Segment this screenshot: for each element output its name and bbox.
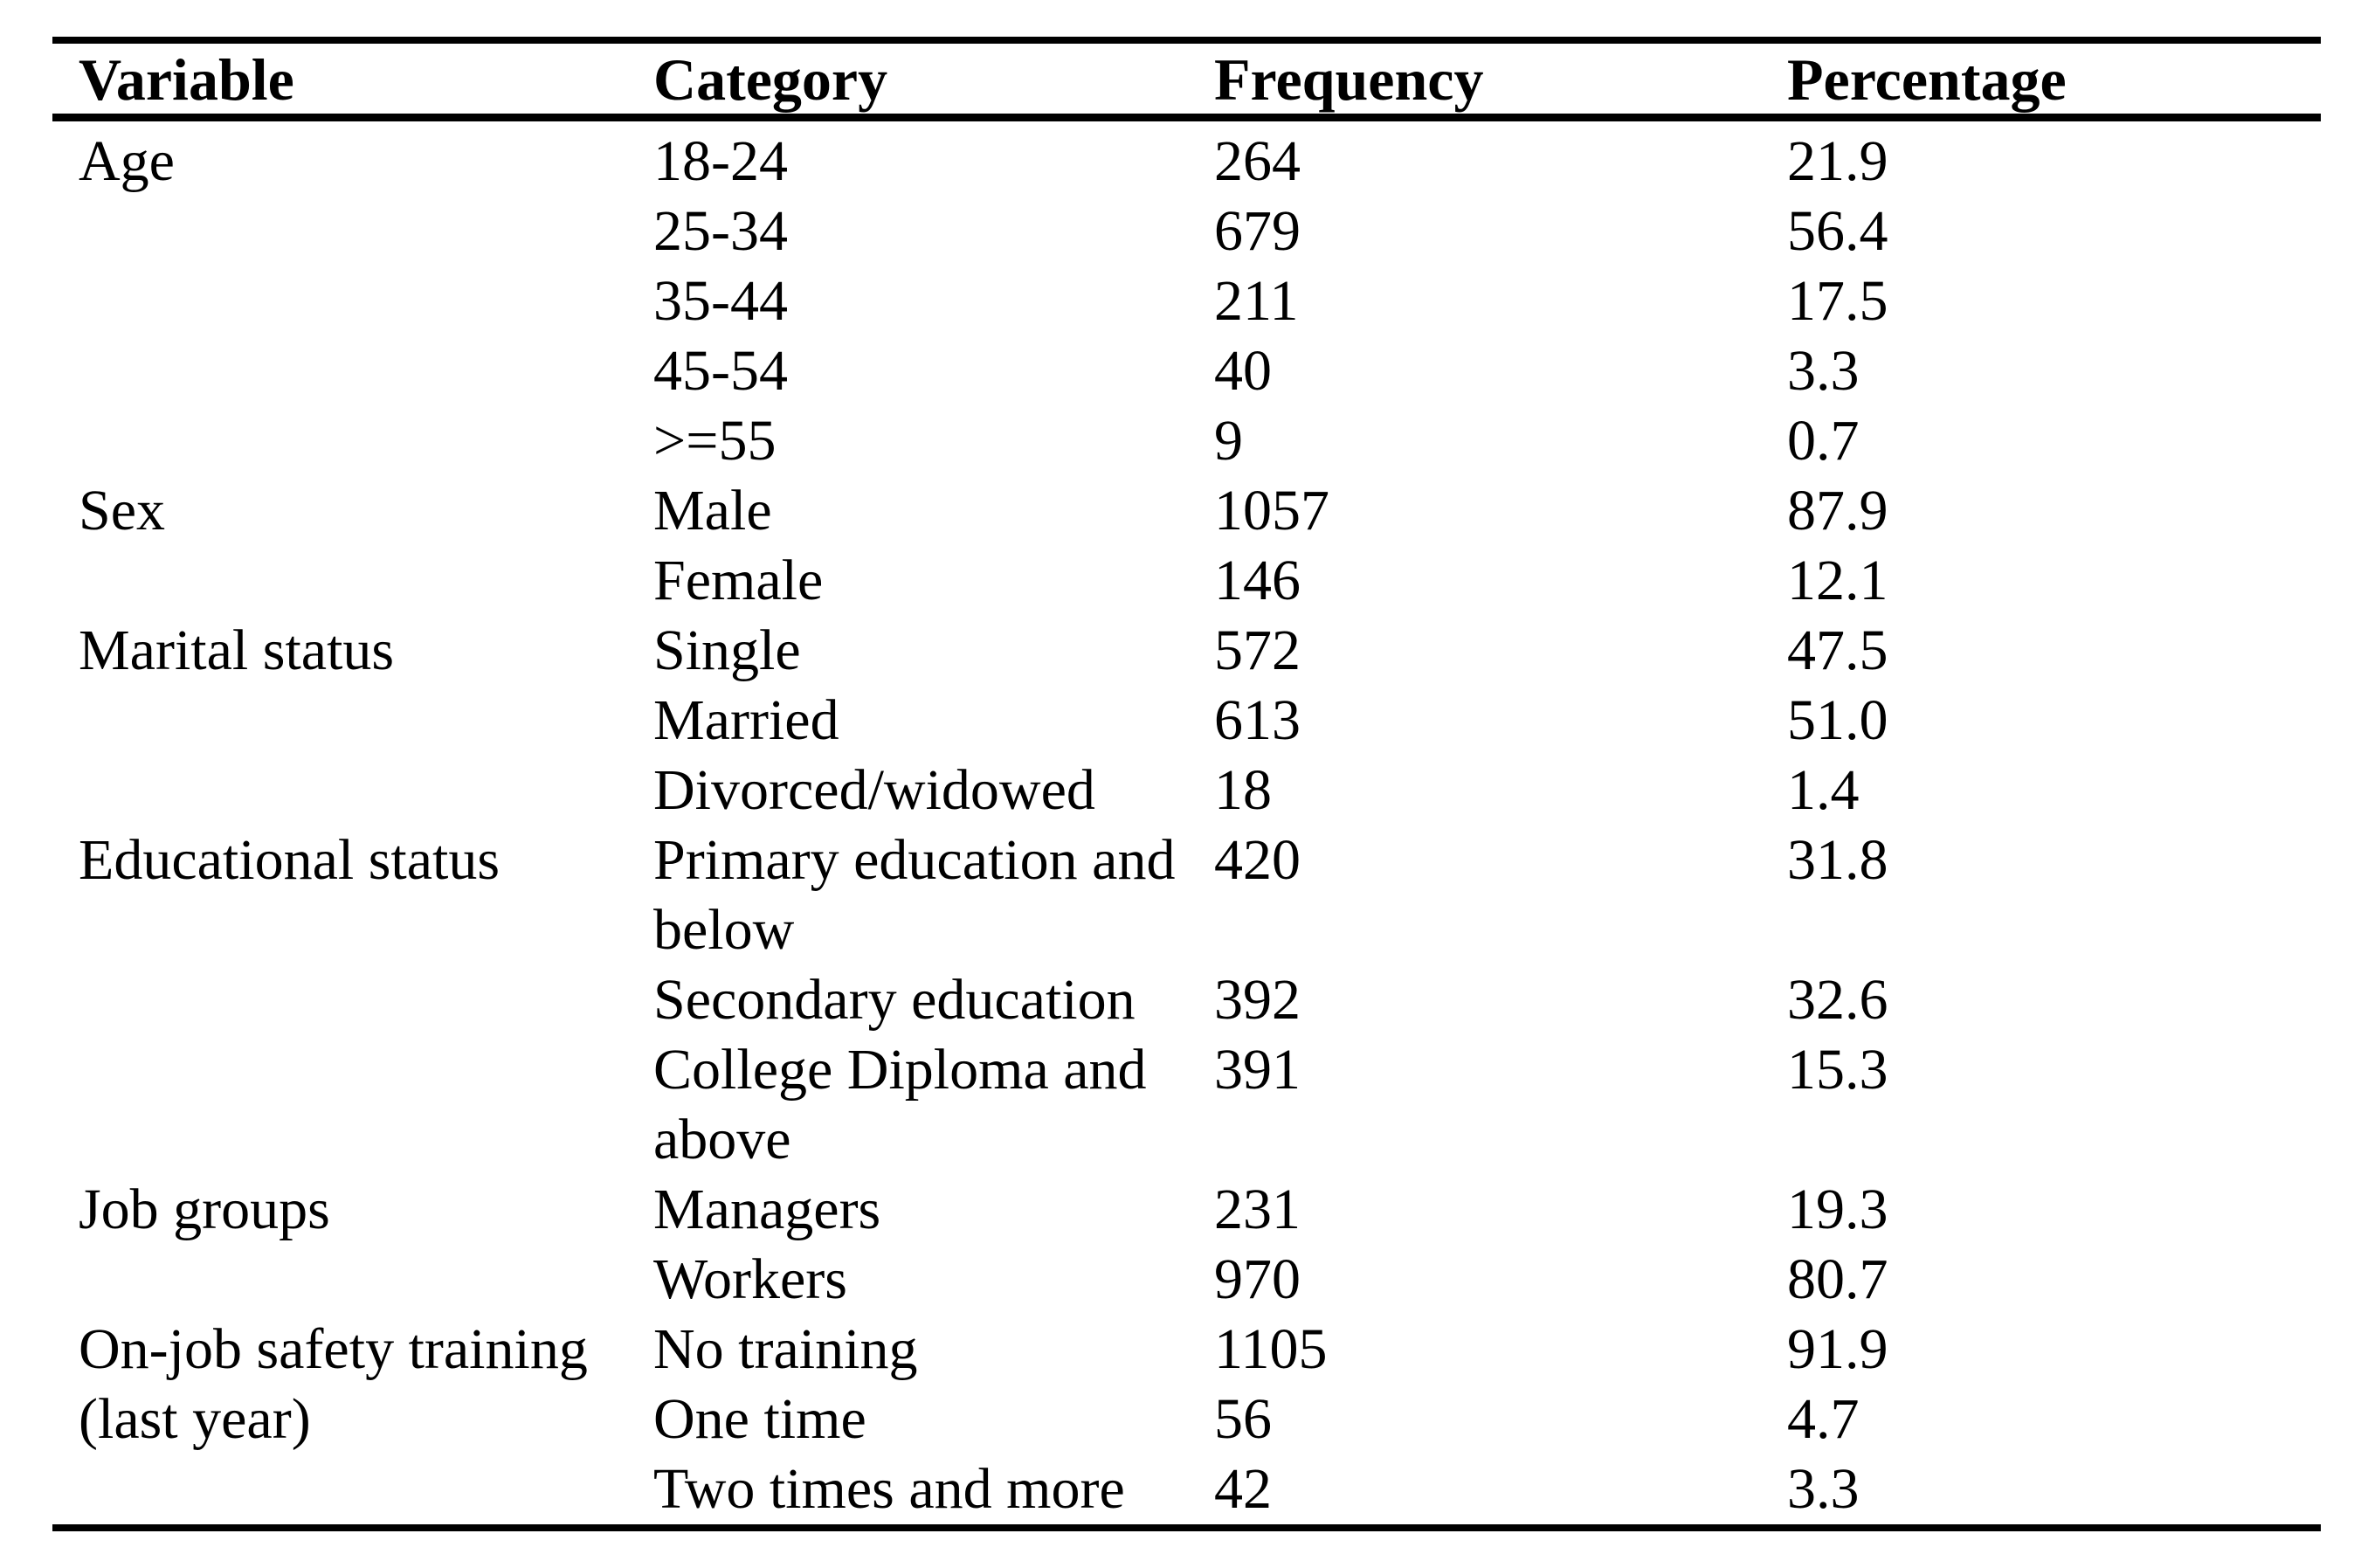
category-cell: >=55 (653, 409, 777, 473)
percentage-cell: 3.3 (1787, 339, 1860, 403)
frequency-cell: 970 (1214, 1247, 1301, 1311)
percentage-cell: 51.0 (1787, 688, 1888, 752)
category-cell: Primary education and below (653, 828, 1176, 962)
frequency-cell: 9 (1214, 409, 1243, 473)
category-cell: Divorced/widowed (653, 758, 1095, 822)
frequency-cell: 231 (1214, 1178, 1301, 1241)
frequency-cell: 211 (1214, 269, 1299, 333)
frequency-cell: 56 (1214, 1387, 1272, 1451)
variable-cell: Age (79, 129, 175, 193)
percentage-cell: 15.3 (1787, 1038, 1888, 1102)
category-cell: Female (653, 549, 824, 612)
table-row (52, 825, 2321, 965)
frequency-cell: 146 (1214, 549, 1301, 612)
category-cell: Secondary education (653, 968, 1136, 1032)
frequency-cell: 1105 (1214, 1317, 1328, 1381)
percentage-cell: 31.8 (1787, 828, 1888, 892)
category-column-header: Category (627, 40, 1188, 118)
category-cell: Male (653, 479, 772, 542)
percentage-cell: 17.5 (1787, 269, 1888, 333)
percentage-cell: 56.4 (1787, 199, 1888, 263)
demographics-table-wrap (52, 37, 2321, 1531)
variable-cell: Marital status (79, 618, 395, 682)
category-cell: 45-54 (653, 339, 788, 403)
frequency-cell: 679 (1214, 199, 1301, 263)
category-cell: 18-24 (653, 129, 788, 193)
frequency-cell: 264 (1214, 129, 1301, 193)
percentage-cell: 4.7 (1787, 1387, 1860, 1451)
variable-column-header: Variable (52, 40, 627, 118)
table-header (52, 40, 2321, 118)
table-row (52, 118, 2321, 197)
percentage-cell: 80.7 (1787, 1247, 1888, 1311)
category-cell: Two times and more (653, 1457, 1125, 1521)
percentage-cell: 1.4 (1787, 758, 1860, 822)
percentage-cell: 19.3 (1787, 1178, 1888, 1241)
table-row (52, 616, 2321, 686)
frequency-column-header: Frequency (1188, 40, 1761, 118)
header-row (52, 40, 2321, 118)
table-row (52, 1315, 2321, 1385)
percentage-cell: 21.9 (1787, 129, 1888, 193)
frequency-cell: 18 (1214, 758, 1272, 822)
table-row (52, 1175, 2321, 1245)
variable-cell: Sex (79, 479, 165, 542)
percentage-cell: 91.9 (1787, 1317, 1888, 1381)
category-cell: Single (653, 618, 801, 682)
percentage-cell: 0.7 (1787, 409, 1860, 473)
category-cell: One time (653, 1387, 866, 1451)
category-cell: No training (653, 1317, 918, 1381)
frequency-cell: 572 (1214, 618, 1301, 682)
percentage-cell: 47.5 (1787, 618, 1888, 682)
frequency-cell: 391 (1214, 1038, 1301, 1102)
category-cell: Managers (653, 1178, 881, 1241)
variable-cell: On-job safety training (last year) (79, 1317, 588, 1451)
category-cell: 25-34 (653, 199, 788, 263)
frequency-cell: 613 (1214, 688, 1301, 752)
variable-cell: Educational status (79, 828, 500, 892)
category-cell: 35-44 (653, 269, 788, 333)
percentage-cell: 3.3 (1787, 1457, 1860, 1521)
table-body (52, 118, 2321, 1529)
percentage-column-header: Percentage (1761, 40, 2321, 118)
demographics-table (52, 37, 2321, 1531)
percentage-cell: 87.9 (1787, 479, 1888, 542)
category-cell: College Diploma and above (653, 1038, 1147, 1171)
frequency-cell: 42 (1214, 1457, 1272, 1521)
variable-cell: Job groups (79, 1178, 330, 1241)
frequency-cell: 40 (1214, 339, 1272, 403)
percentage-cell: 12.1 (1787, 549, 1888, 612)
table-row (52, 476, 2321, 546)
percentage-cell: 32.6 (1787, 968, 1888, 1032)
frequency-cell: 1057 (1214, 479, 1329, 542)
frequency-cell: 392 (1214, 968, 1301, 1032)
frequency-cell: 420 (1214, 828, 1301, 892)
category-cell: Workers (653, 1247, 847, 1311)
category-cell: Married (653, 688, 839, 752)
